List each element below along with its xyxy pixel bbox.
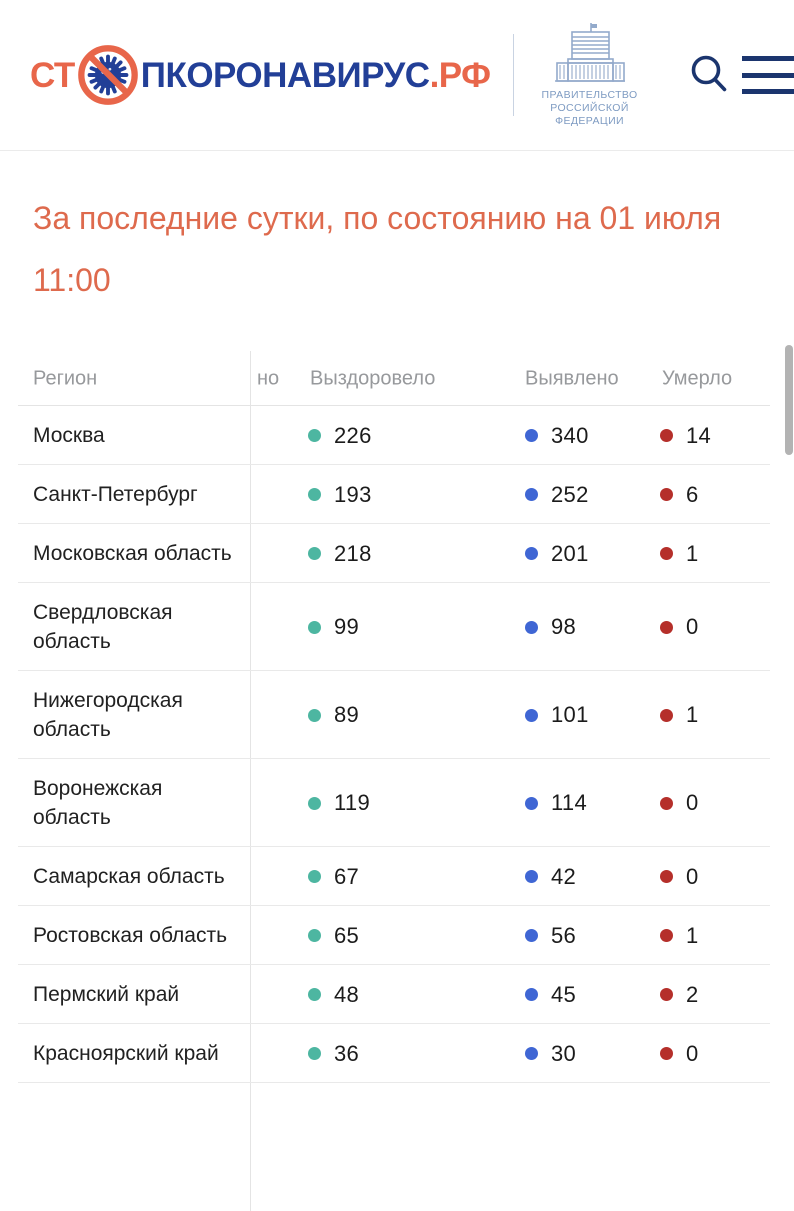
page-title-line2: 11:00 [33,262,111,298]
table-body [0,406,794,1083]
site-logo[interactable] [30,43,491,107]
detected-value: 56 [551,922,577,948]
died-stat [660,541,699,567]
died-stat [660,790,699,816]
detected-dot-icon [525,709,538,722]
died-value: 1 [686,702,699,727]
detected-dot-icon [525,429,538,442]
recovered-value: 65 [334,922,360,948]
page-title-line1: За последние сутки, по состоянию на 01 июля [33,200,722,236]
died-dot-icon [660,870,673,883]
died-stat [660,982,699,1008]
died-stat [660,1041,699,1067]
detected-value: 252 [551,481,589,507]
detected-dot-icon [525,870,538,883]
recovered-value: 218 [334,540,372,566]
column-header-clipped: но [257,367,280,389]
government-building-icon [554,22,626,86]
died-value: 0 [686,1040,699,1066]
detected-dot-icon [525,1047,538,1060]
died-value: 6 [686,481,699,507]
detected-value: 101 [551,702,589,727]
detected-value: 340 [551,422,589,448]
recovered-stat [308,614,359,640]
detected-value: 114 [551,790,587,815]
detected-dot-icon [525,929,538,942]
region-name: Москва [33,424,105,447]
detected-stat [525,541,589,567]
detected-dot-icon [525,547,538,560]
regions-stats-table [0,351,794,1211]
died-dot-icon [660,797,673,810]
detected-stat [525,482,589,508]
recovered-dot-icon [308,797,321,810]
recovered-value: 89 [334,702,360,727]
detected-dot-icon [525,797,538,810]
recovered-dot-icon [308,870,321,883]
detected-stat [525,864,576,890]
detected-stat [525,982,576,1008]
detected-stat [525,923,576,949]
detected-value: 30 [551,1040,577,1066]
recovered-stat [308,790,370,816]
logo-text-prefix: СТ [30,55,75,95]
died-stat [660,482,699,508]
recovered-dot-icon [308,547,321,560]
detected-stat [525,614,576,640]
logo-text-suffix: .РФ [429,55,491,95]
recovered-value: 119 [334,790,370,815]
column-header-recovered: Выздоровело [310,367,436,389]
recovered-stat [308,864,359,890]
died-dot-icon [660,929,673,942]
region-name: Свердловская область [33,601,173,653]
died-stat [660,423,711,449]
died-value: 14 [686,422,712,448]
site-header [0,0,794,151]
recovered-value: 48 [334,981,360,1007]
recovered-stat [308,923,359,949]
region-name: Красноярский край [33,1042,219,1065]
search-button[interactable] [690,55,728,95]
died-value: 0 [686,863,699,889]
recovered-dot-icon [308,709,321,722]
died-stat [660,923,699,949]
recovered-dot-icon [308,488,321,501]
recovered-dot-icon [308,929,321,942]
table-row[interactable] [0,906,794,965]
region-name: Московская область [33,542,232,565]
scrollbar-thumb[interactable] [785,345,793,455]
died-dot-icon [660,429,673,442]
table-row[interactable] [0,965,794,1024]
logo-text-middle: ПКОРОНАВИРУС [140,55,430,95]
region-name: Самарская область [33,865,225,888]
header-divider [513,34,514,116]
government-label: ПРАВИТЕЛЬСТВО РОССИЙСКОЙ ФЕДЕРАЦИИ [541,89,638,127]
region-name: Санкт-Петербург [33,483,198,506]
detected-value: 98 [551,614,577,639]
table-row[interactable] [0,671,794,759]
hamburger-icon [742,56,794,61]
detected-dot-icon [525,988,538,1001]
died-dot-icon [660,709,673,722]
detected-dot-icon [525,488,538,501]
column-header-detected: Выявлено [525,367,619,389]
detected-stat [525,702,589,728]
detected-value: 201 [551,540,589,566]
no-virus-icon [76,43,140,107]
died-value: 0 [686,614,699,639]
died-stat [660,864,699,890]
died-value: 1 [686,540,699,566]
recovered-stat [308,482,372,508]
recovered-value: 99 [334,614,360,639]
table-row[interactable] [0,465,794,524]
detected-value: 45 [551,981,577,1007]
died-dot-icon [660,547,673,560]
table-row[interactable] [0,847,794,906]
died-stat [660,702,699,728]
search-icon [690,55,728,95]
recovered-stat [308,423,372,449]
region-name: Воронежская область [33,777,163,829]
recovered-value: 36 [334,1040,360,1066]
recovered-value: 226 [334,422,372,448]
died-value: 2 [686,981,699,1007]
recovered-dot-icon [308,988,321,1001]
detected-stat [525,423,589,449]
died-dot-icon [660,1047,673,1060]
table-row[interactable] [0,1024,794,1083]
menu-button[interactable] [742,56,794,94]
recovered-value: 193 [334,481,372,507]
recovered-dot-icon [308,621,321,634]
died-value: 0 [686,790,699,815]
died-dot-icon [660,621,673,634]
region-name: Нижегородская область [33,689,183,741]
table-header-row [0,351,794,406]
died-value: 1 [686,922,699,948]
table-row[interactable] [0,583,794,671]
table-row[interactable] [0,759,794,847]
column-header-region: Регион [33,367,98,389]
recovered-stat [308,702,359,728]
recovered-stat [308,1041,359,1067]
died-stat [660,614,699,640]
detected-stat [525,1041,576,1067]
table-row[interactable] [0,524,794,583]
recovered-dot-icon [308,429,321,442]
region-name: Ростовская область [33,924,228,947]
died-dot-icon [660,488,673,501]
heading-section [0,187,794,311]
region-name: Пермский край [33,983,180,1006]
detected-value: 42 [551,863,577,889]
recovered-value: 67 [334,863,360,889]
died-dot-icon [660,988,673,1001]
detected-dot-icon [525,621,538,634]
recovered-stat [308,541,372,567]
government-link[interactable] [530,22,650,128]
table-row[interactable] [0,406,794,465]
detected-stat [525,790,587,816]
column-header-died: Умерло [662,367,733,389]
recovered-dot-icon [308,1047,321,1060]
recovered-stat [308,982,359,1008]
page-title [33,187,794,311]
